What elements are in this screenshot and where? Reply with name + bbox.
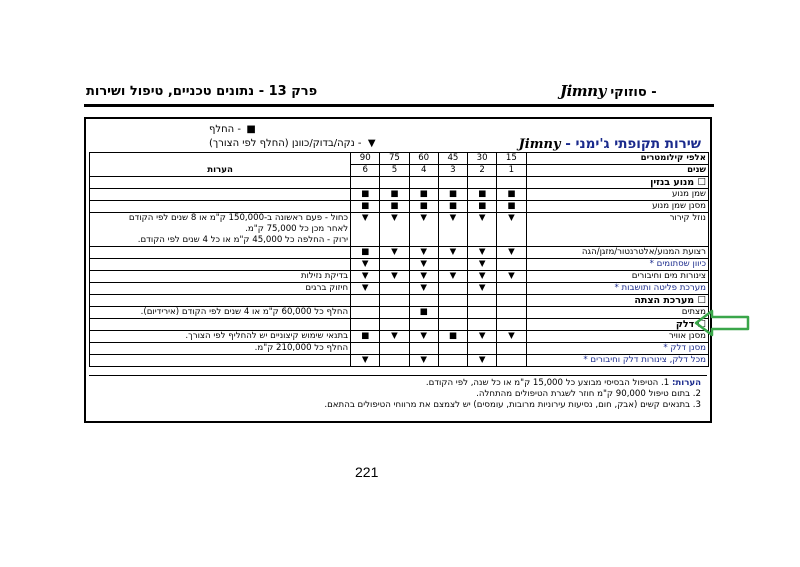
- legend-replace: ■ - החלף: [209, 124, 256, 135]
- remark-cell: [90, 213, 351, 247]
- interval-cell: ▼: [409, 247, 438, 259]
- interval-cell: [438, 307, 467, 319]
- interval-cell: ■: [438, 331, 467, 343]
- interval-cell: [497, 343, 526, 355]
- remark-cell: [90, 295, 351, 307]
- interval-cell: [409, 177, 438, 189]
- table-row: [90, 283, 709, 295]
- year-cell: 3: [438, 165, 467, 177]
- table-row: [90, 331, 709, 343]
- interval-cell: [438, 259, 467, 271]
- interval-cell: [497, 307, 526, 319]
- checkbox-icon: ☐: [694, 177, 706, 188]
- interval-cell: ■: [351, 189, 380, 201]
- group-label: מערכת הצתה: [634, 295, 695, 306]
- interval-cell: ▼: [438, 271, 467, 283]
- interval-cell: [409, 343, 438, 355]
- interval-cell: ▼: [380, 271, 409, 283]
- table-row: [90, 307, 709, 319]
- item-cell: מכל דלק, צינורות דלק וחיבורים *: [526, 355, 709, 367]
- header-rule: [84, 104, 714, 107]
- checkbox-icon: ☐: [694, 319, 706, 330]
- interval-cell: [468, 343, 497, 355]
- km-cell: 30: [468, 153, 497, 165]
- interval-cell: ■: [351, 201, 380, 213]
- interval-cell: [351, 343, 380, 355]
- notes: [89, 375, 707, 418]
- interval-cell: ▼: [438, 247, 467, 259]
- item-cell: צינורות מים וחיבורים: [526, 271, 709, 283]
- legend-inspect: ▼ - נקה/בדוק/כוונן (החלף לפי הצורך): [209, 138, 376, 149]
- interval-cell: ■: [351, 247, 380, 259]
- interval-cell: [468, 307, 497, 319]
- interval-cell: [438, 355, 467, 367]
- km-header-row: [90, 153, 709, 165]
- interval-cell: ▼: [497, 213, 526, 247]
- remark-cell: [90, 201, 351, 213]
- interval-cell: ▼: [409, 259, 438, 271]
- interval-cell: ■: [468, 189, 497, 201]
- remark-cell: [90, 247, 351, 259]
- km-cell: 90: [351, 153, 380, 165]
- interval-cell: ▼: [409, 355, 438, 367]
- interval-cell: ▼: [468, 283, 497, 295]
- group-label: מנוע בנזין: [650, 177, 695, 188]
- year-cell: 6: [351, 165, 380, 177]
- interval-cell: ▼: [409, 271, 438, 283]
- remark-cell: החלף כל 210,000 ק"מ.: [90, 343, 351, 355]
- interval-cell: [380, 295, 409, 307]
- interval-cell: [438, 295, 467, 307]
- interval-cell: ■: [497, 189, 526, 201]
- interval-cell: [497, 355, 526, 367]
- year-cell: 5: [380, 165, 409, 177]
- note-line: 3. בתנאים קשים (אבק, חום, נסיעות עירוניות מרובות, עומסים) יש לצמצם את מרווחי הטיפולים בהתאם.: [324, 400, 701, 410]
- note-line: 1. הטיפול הבסיסי מבוצע כל 15,000 ק"מ או כל שנה, לפי הקודם.: [425, 378, 670, 388]
- checkbox-icon: ☐: [694, 295, 706, 306]
- interval-cell: [409, 319, 438, 331]
- interval-cell: ▼: [468, 355, 497, 367]
- interval-cell: ▼: [409, 283, 438, 295]
- brand-logo: Jimny: [560, 82, 606, 100]
- table-row: [90, 201, 709, 213]
- interval-cell: [380, 319, 409, 331]
- interval-cell: [468, 319, 497, 331]
- interval-cell: ▼: [380, 247, 409, 259]
- km-cell: 15: [497, 153, 526, 165]
- service-schedule-frame: [84, 117, 712, 423]
- table-row: [90, 189, 709, 201]
- table-row: [90, 295, 709, 307]
- interval-cell: ▼: [351, 355, 380, 367]
- interval-cell: ▼: [497, 331, 526, 343]
- item-cell: מערכת פליטה ותושבות *: [526, 283, 709, 295]
- interval-cell: [497, 319, 526, 331]
- service-table: [89, 152, 709, 367]
- interval-cell: ■: [380, 189, 409, 201]
- remark-line: לאחר מכן כל 75,000 ק"מ.: [245, 224, 349, 234]
- remark-cell: בתנאי שימוש קיצוניים יש להחליף לפי הצורך.: [90, 331, 351, 343]
- note-line: 2. בתום טיפול 90,000 ק"מ חוזר לשגרת הטיפולים מהתחלה.: [476, 389, 701, 399]
- interval-cell: ▼: [468, 247, 497, 259]
- table-row: [90, 259, 709, 271]
- interval-cell: [380, 283, 409, 295]
- interval-cell: ■: [468, 201, 497, 213]
- years-header: שנים: [526, 165, 709, 177]
- table-row: [90, 319, 709, 331]
- interval-cell: ■: [409, 189, 438, 201]
- interval-cell: [497, 259, 526, 271]
- interval-cell: ▼: [497, 271, 526, 283]
- group-heading: [526, 319, 709, 331]
- remark-cell: [90, 355, 351, 367]
- schedule-title: שירות תקופתי ג'ימני - Jimny: [518, 136, 701, 152]
- remark-cell: [90, 189, 351, 201]
- table-row: [90, 355, 709, 367]
- table-row: [90, 343, 709, 355]
- interval-cell: ■: [380, 201, 409, 213]
- item-cell: רצועת המנוע/אלטרנטור/מזגן/הגה: [526, 247, 709, 259]
- interval-cell: [497, 283, 526, 295]
- interval-cell: [438, 319, 467, 331]
- item-cell: מסנן שמן מנוע: [526, 201, 709, 213]
- interval-cell: [468, 177, 497, 189]
- interval-cell: ■: [497, 201, 526, 213]
- table-row: [90, 247, 709, 259]
- group-label: דלק: [675, 319, 695, 330]
- remarks-header: הערות: [90, 153, 351, 177]
- legend: [89, 122, 707, 152]
- interval-cell: ▼: [409, 331, 438, 343]
- interval-cell: [351, 295, 380, 307]
- remark-cell: [90, 319, 351, 331]
- remark-cell: החלף כל 60,000 ק"מ או 4 שנים לפי הקודם (אירידיום).: [90, 307, 351, 319]
- brand-header: [560, 82, 657, 100]
- interval-cell: [409, 295, 438, 307]
- remark-cell: בדיקת נזילות: [90, 271, 351, 283]
- interval-cell: [468, 295, 497, 307]
- interval-cell: ▼: [468, 213, 497, 247]
- interval-cell: ▼: [468, 331, 497, 343]
- km-cell: 75: [380, 153, 409, 165]
- interval-cell: ▼: [438, 213, 467, 247]
- group-heading: [526, 177, 709, 189]
- interval-cell: [438, 283, 467, 295]
- title-brand: Jimny: [518, 137, 561, 152]
- remark-cell: חיזוק ברגים: [90, 283, 351, 295]
- table-row: [90, 271, 709, 283]
- interval-cell: ▼: [468, 259, 497, 271]
- interval-cell: ▼: [351, 283, 380, 295]
- remark-cell: [90, 259, 351, 271]
- page-number: 221: [355, 464, 379, 480]
- brand-prefix: סוזוקי -: [610, 85, 657, 100]
- remark-cell: [90, 177, 351, 189]
- interval-cell: ▼: [351, 259, 380, 271]
- interval-cell: ■: [438, 189, 467, 201]
- item-cell: מצתים: [526, 307, 709, 319]
- interval-cell: [438, 177, 467, 189]
- item-cell: נוזל קירור: [526, 213, 709, 247]
- interval-cell: ■: [409, 201, 438, 213]
- km-cell: 60: [409, 153, 438, 165]
- interval-cell: [438, 343, 467, 355]
- interval-cell: [380, 343, 409, 355]
- item-cell: מסנן אוויר: [526, 331, 709, 343]
- interval-cell: ▼: [497, 247, 526, 259]
- year-cell: 2: [468, 165, 497, 177]
- interval-cell: [380, 177, 409, 189]
- item-cell: כיוון שסתומים *: [526, 259, 709, 271]
- interval-cell: [497, 295, 526, 307]
- interval-cell: ■: [409, 307, 438, 319]
- chapter-title: פרק 13 - נתונים טכניים, טיפול ושירות: [86, 84, 318, 99]
- table-row: [90, 213, 709, 247]
- year-cell: 4: [409, 165, 438, 177]
- km-header: אלפי קילומטרים: [526, 153, 709, 165]
- interval-cell: [380, 259, 409, 271]
- remark-line: כחול - פעם ראשונה ב-150,000 ק"מ או 8 שנים לפי הקודם: [128, 213, 349, 223]
- km-cell: 45: [438, 153, 467, 165]
- interval-cell: ▼: [380, 331, 409, 343]
- interval-cell: ▼: [380, 213, 409, 247]
- table-row: [90, 177, 709, 189]
- interval-cell: ▼: [351, 271, 380, 283]
- interval-cell: ▼: [351, 213, 380, 247]
- interval-cell: ■: [351, 331, 380, 343]
- green-arrow-icon: [694, 309, 750, 337]
- interval-cell: [351, 319, 380, 331]
- notes-label: הערות:: [671, 378, 701, 388]
- interval-cell: ■: [438, 201, 467, 213]
- interval-cell: [380, 355, 409, 367]
- group-heading: [526, 295, 709, 307]
- item-cell: מסנן דלק *: [526, 343, 709, 355]
- year-cell: 1: [497, 165, 526, 177]
- interval-cell: [380, 307, 409, 319]
- item-cell: שמן מנוע: [526, 189, 709, 201]
- interval-cell: [351, 177, 380, 189]
- interval-cell: [497, 177, 526, 189]
- interval-cell: ▼: [409, 213, 438, 247]
- interval-cell: ▼: [468, 271, 497, 283]
- interval-cell: [351, 307, 380, 319]
- remark-line: ירוק - החלפה כל 45,000 ק"מ או כל 4 שנים לפי הקודם.: [137, 235, 349, 245]
